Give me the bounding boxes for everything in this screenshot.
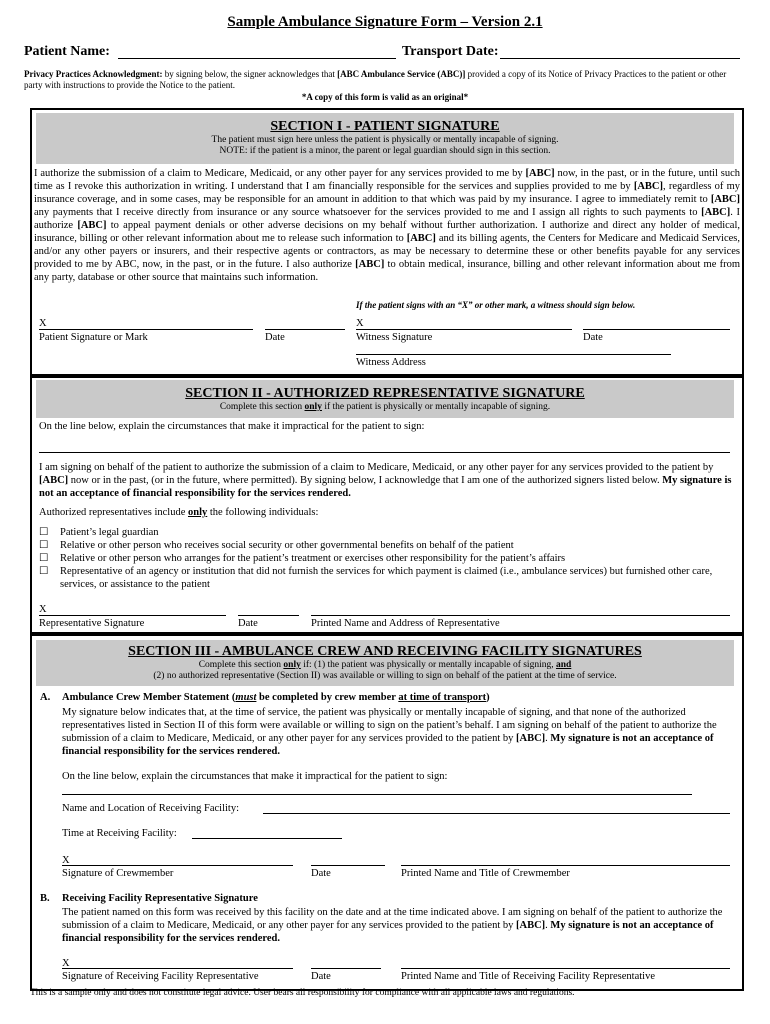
authorized-reps-intro: Authorized representatives include only the following individuals: <box>39 507 319 518</box>
rf-printed-name-line[interactable] <box>401 968 730 969</box>
part-a-explain-prompt: On the line below, explain the circumstances that make it impractical for the patient to sign: <box>62 771 448 782</box>
section-2-explain-line[interactable] <box>39 452 730 453</box>
part-a-letter: A. <box>40 692 51 703</box>
x-mark: X <box>39 318 47 329</box>
receiving-facility-label: Name and Location of Receiving Facility: <box>62 803 239 814</box>
part-a-body: My signature below indicates that, at the time of service, the patient was physically or mentally incapable of signing, and that none of the authorized representatives listed in Section II of this form were available or willing to sign on the patient’s behalf. I am signing on behalf of the patient to authorize the submission of a claim to Medicare, Medicaid, or any other payer for any services provided to the patient by [ABC]. My signature is not an acceptance of financial responsibility for the services rendered. <box>62 707 717 757</box>
witness-date-line[interactable] <box>583 329 730 330</box>
rep-signature-line[interactable] <box>39 615 226 616</box>
x-mark: X <box>356 318 364 329</box>
patient-signature-line[interactable] <box>39 329 253 330</box>
patient-name-field[interactable] <box>118 58 396 59</box>
transport-date-field[interactable] <box>500 58 740 59</box>
rf-signature-line[interactable] <box>62 968 293 969</box>
x-mark: X <box>62 958 70 969</box>
patient-signature-label: Patient Signature or Mark <box>39 332 148 343</box>
option-label: Relative or other person who arranges for the patient’s treatment or exercises other responsibility for the patient’s affairs <box>60 553 566 564</box>
privacy-ack: Privacy Practices Acknowledgment: by signing below, the signer acknowledges that [ABC Ambulance Service (ABC)] provided a copy of its Notice of Privacy Practices to the patient or other party with instructions to provide the Notice to the patient. <box>24 69 727 90</box>
option-label: Relative or other person who receives social security or other governmental benefits on behalf of the patient <box>60 540 514 551</box>
crew-signature-line[interactable] <box>62 865 293 866</box>
part-b-body: The patient named on this form was received by this facility on the date and at the time indicated above. I am signing on behalf of the patient to authorize the submission of a claim to Medicare, Medicaid, or any other payer for any services provided to the patient by [ABC]. My signature is not an acceptance of financial responsibility for the services rendered. <box>62 907 723 944</box>
rf-date-line[interactable] <box>311 968 381 969</box>
patient-name-label: Patient Name: <box>24 44 110 59</box>
part-a-explain-line[interactable] <box>62 794 692 795</box>
x-mark: X <box>39 604 47 615</box>
time-at-facility-field[interactable] <box>192 838 342 839</box>
relative-arranges-checkbox[interactable]: ☐ <box>39 553 49 564</box>
section-2-body: I am signing on behalf of the patient to authorize the submission of a claim to Medicare, Medicaid, or any other payer for any services provided to the patient by [ABC] now or in the past, (or in the future, where permitted). By signing below, I acknowledge that I am one of the authorized signers listed below. My signature is not an acceptance of financial responsibility for the services rendered. <box>39 462 732 499</box>
rep-signature-label: Representative Signature <box>39 618 145 629</box>
witness-note: If the patient signs with an “X” or other mark, a witness should sign below. <box>356 300 636 310</box>
rep-printed-name-line[interactable] <box>311 615 730 616</box>
date-label: Date <box>265 332 285 343</box>
date-label: Date <box>311 868 331 879</box>
part-b-letter: B. <box>40 893 50 904</box>
rf-signature-label: Signature of Receiving Facility Representative <box>62 971 259 982</box>
witness-signature-label: Witness Signature <box>356 332 433 343</box>
receiving-facility-field[interactable] <box>263 813 730 814</box>
date-label: Date <box>311 971 331 982</box>
part-a-title: Ambulance Crew Member Statement (must be completed by crew member at time of transport) <box>62 692 490 703</box>
section-2-explain-prompt: On the line below, explain the circumstances that make it impractical for the patient to sign: <box>39 421 425 432</box>
footer-disclaimer: This is a sample only and does not constitute legal advice. User bears all responsibility for compliance with all applicable laws and regulations. <box>30 988 575 998</box>
guardian-checkbox[interactable]: ☐ <box>39 527 49 538</box>
option-label: Patient’s legal guardian <box>60 527 159 538</box>
date-label: Date <box>238 618 258 629</box>
option-label: Representative of an agency or institution that did not furnish the services for which payment is claimed (i.e., ambulance services) but furnished other care, services, or assistance to the patient <box>60 566 713 590</box>
patient-date-line[interactable] <box>265 329 345 330</box>
part-b-title: Receiving Facility Representative Signature <box>62 893 258 904</box>
date-label: Date <box>583 332 603 343</box>
copy-valid-note: *A copy of this form is valid as an original* <box>301 92 469 102</box>
crew-printed-name-line[interactable] <box>401 865 730 866</box>
x-mark: X <box>62 855 70 866</box>
section-1-header: SECTION I - PATIENT SIGNATURE The patient must sign here unless the patient is physically or mentally incapable of signing. NOTE: if the patient is a minor, the parent or legal guardian should sign in this section. <box>36 113 734 164</box>
witness-address-label: Witness Address <box>356 357 426 368</box>
section-2-header: SECTION II - AUTHORIZED REPRESENTATIVE SIGNATURE Complete this section only if the patient is physically or mentally incapable of signing. <box>36 380 734 418</box>
transport-date-label: Transport Date: <box>402 44 499 59</box>
crew-signature-label: Signature of Crewmember <box>62 868 174 879</box>
relative-benefits-checkbox[interactable]: ☐ <box>39 540 49 551</box>
witness-signature-line[interactable] <box>356 329 572 330</box>
rf-printed-name-label: Printed Name and Title of Receiving Facility Representative <box>401 971 655 982</box>
section-1-authorization-text: I authorize the submission of a claim to Medicare, Medicaid, or any other payer for any services provided to me by [ABC] now, in the past, or in the future, until such time as I revoke this authorization in writing. I understand that I am financially responsible for the services and supplies provided to me by [ABC], regardless of my insurance coverage, and in some cases, may be responsible for an amount in addition to that which was paid by my insurance. I agree to immediately remit to [ABC] any payments that I receive directly from insurance or any source whatsoever for the services provided to me and I assign all rights to such payments to [ABC]. I authorize [ABC] to appeal payment denials or other adverse decisions on my behalf without further authorization. I authorize and direct any holder of medical, insurance, billing or other relevant information about me to release such information to [ABC] and its billing agents, the Centers for Medicare and Medicaid Services, and/or any other payers or insurers, and their respective agents or contractors, as may be necessary to determine these or other benefits payable for any services provided to me by ABC, now, in the past, or in the future. I also authorize [ABC] to obtain medical, insurance, billing and other relevant information about me from any party, database or other source that maintains such information. <box>34 168 741 283</box>
form-title: Sample Ambulance Signature Form – Version 2.1 <box>227 14 543 30</box>
section-3-header: SECTION III - AMBULANCE CREW AND RECEIVING FACILITY SIGNATURES Complete this section only if: (1) the patient was physically or mentally incapable of signing, and (2) no authorized representative (Section II) was available or willing to sign on behalf of the patient at the time of service. <box>36 640 734 686</box>
rep-date-line[interactable] <box>238 615 299 616</box>
rep-printed-name-label: Printed Name and Address of Representative <box>311 618 500 629</box>
witness-address-line[interactable] <box>356 354 671 355</box>
agency-rep-checkbox[interactable]: ☐ <box>39 566 49 577</box>
crew-printed-name-label: Printed Name and Title of Crewmember <box>401 868 570 879</box>
crew-date-line[interactable] <box>311 865 385 866</box>
time-at-facility-label: Time at Receiving Facility: <box>62 828 177 839</box>
